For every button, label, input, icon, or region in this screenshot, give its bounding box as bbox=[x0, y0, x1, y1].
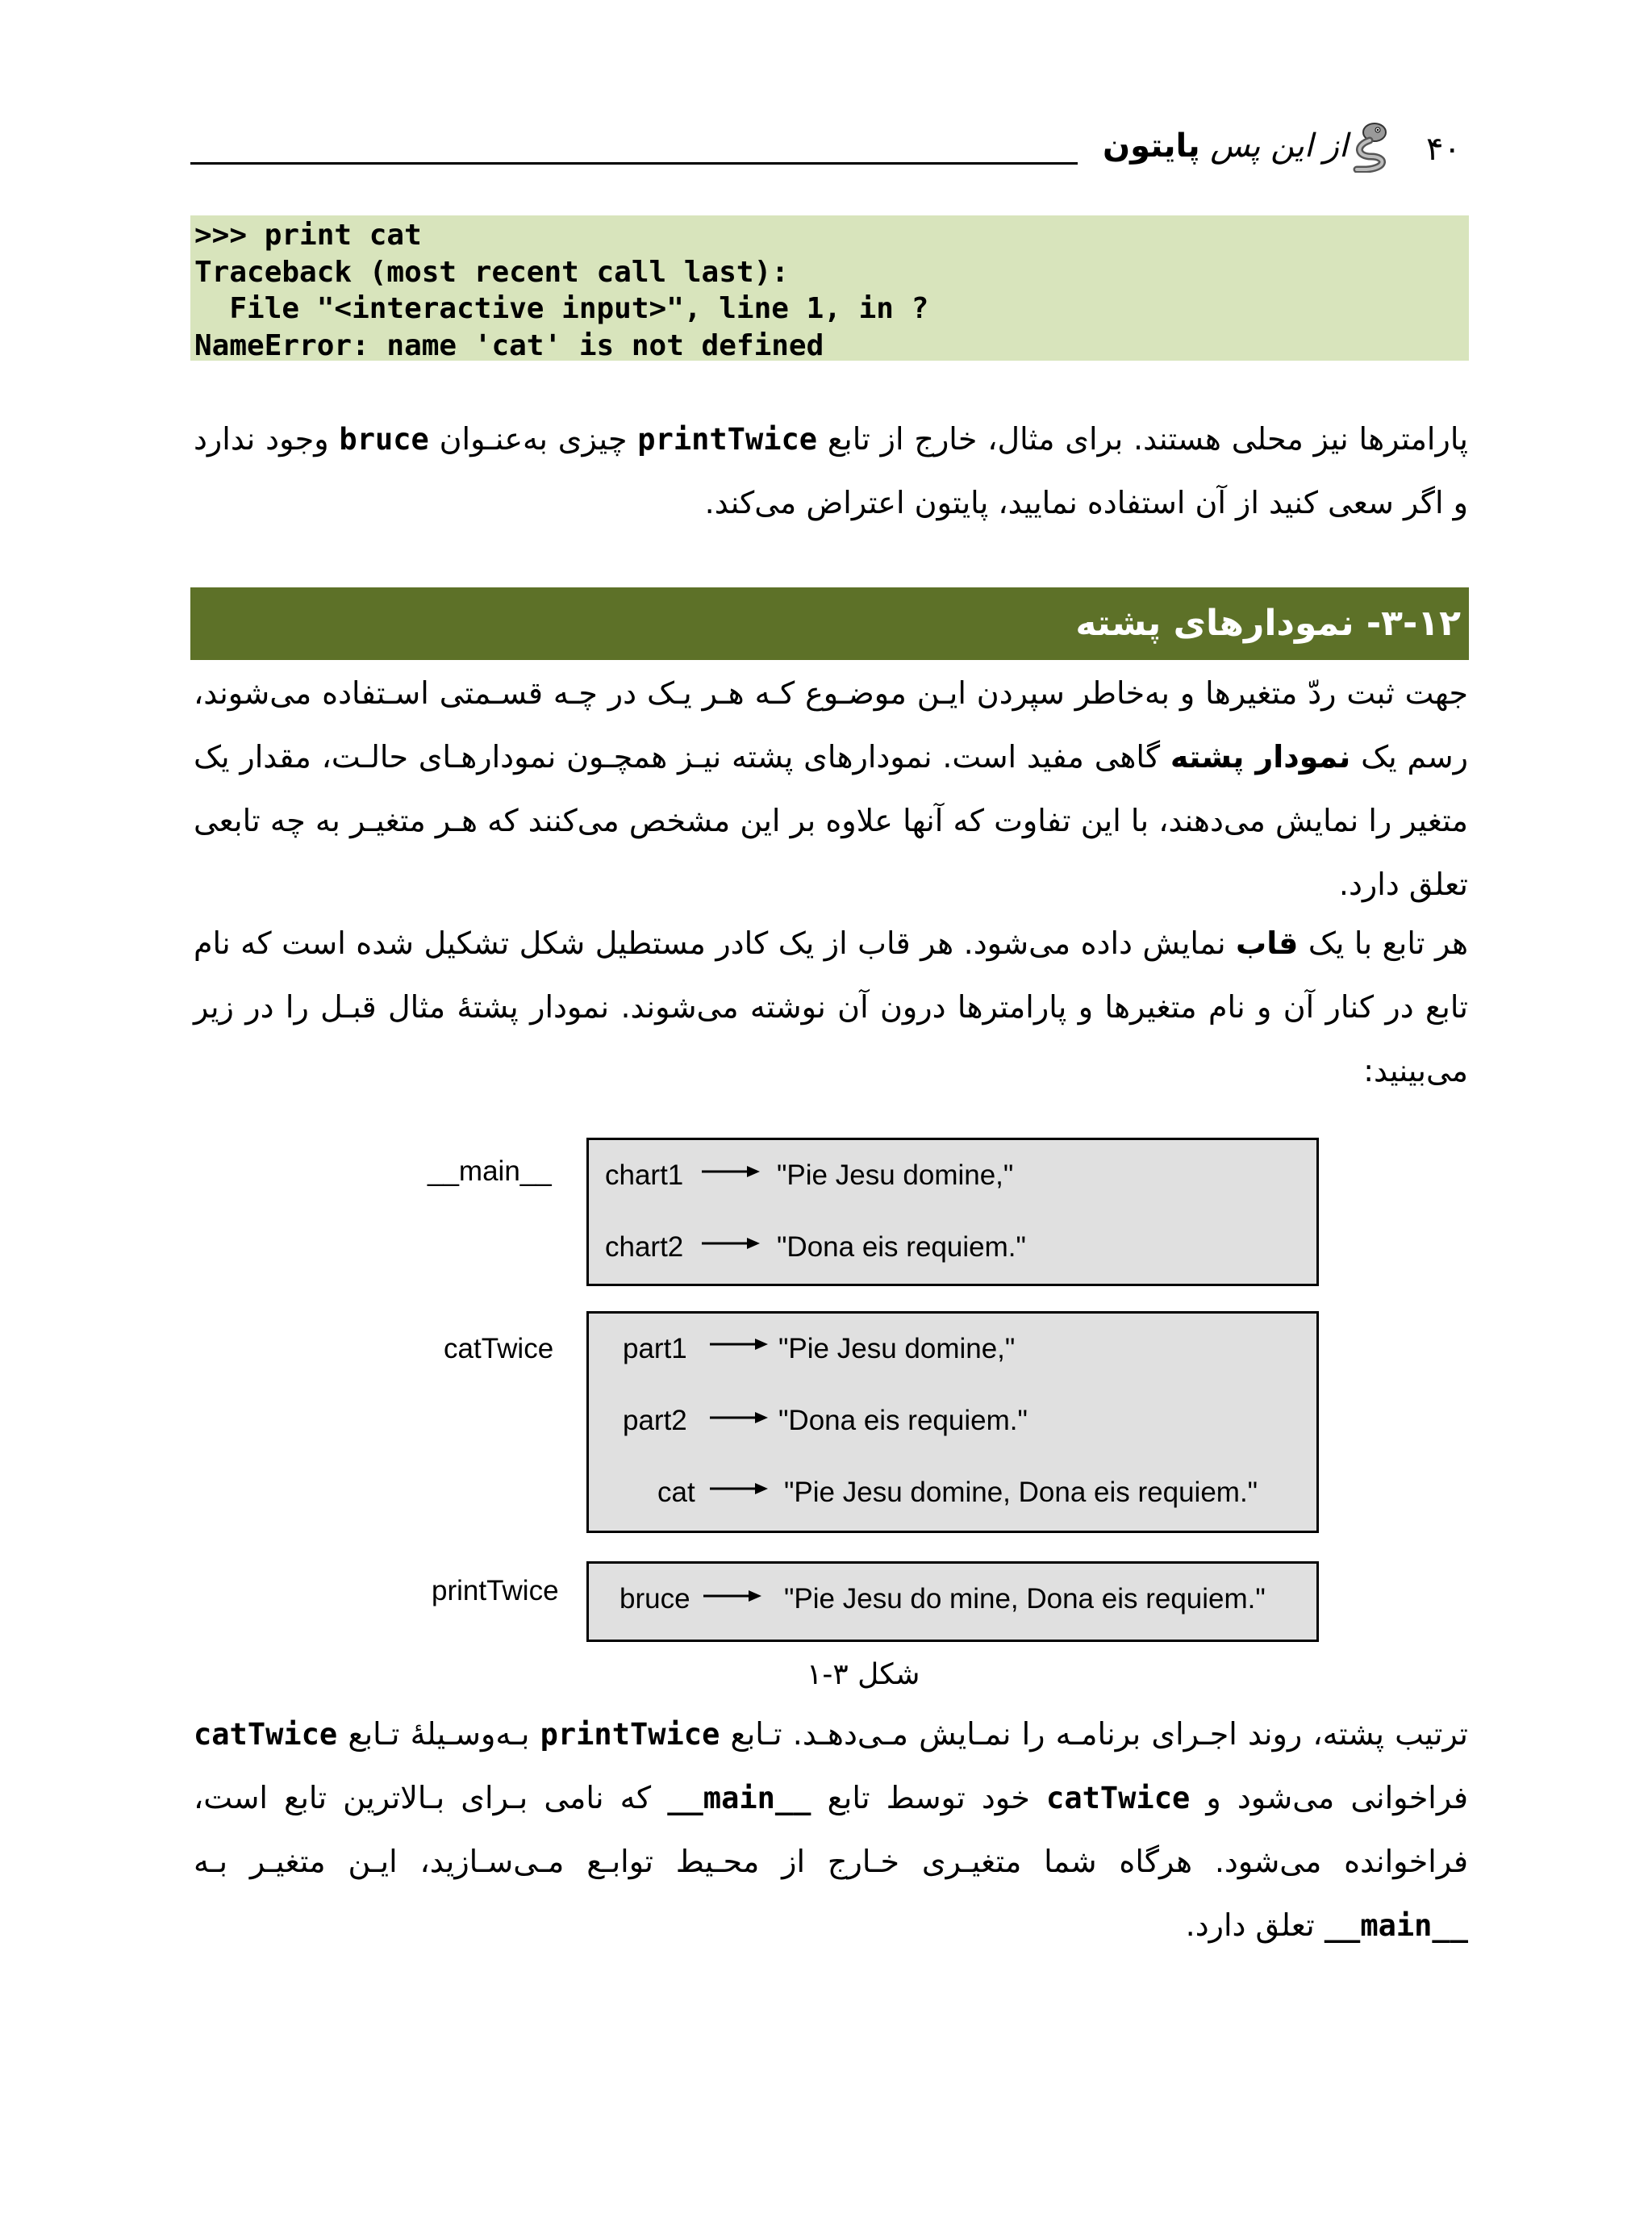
text-run: چیزی به‌عنـوان bbox=[428, 421, 638, 457]
text-run: گاهی مفید است. نمودارهای پشته نیـز همچـون نمودارهـای حالـت، مقدار یک متغیر را نمایش می‌دهند، با این تفاوت که آنها علاوه بر این مشخص می‌کنند که هـر متغیـر به چه تابعی تعلق دارد. bbox=[194, 739, 1468, 902]
text-run: وجود ندارد و اگر سعی کنید از آن استفاده نمایید، پایتون اعتراض می‌کند. bbox=[194, 421, 1468, 520]
page-number: ۴۰ bbox=[1426, 131, 1461, 168]
variable-value: "Dona eis requiem." bbox=[777, 1231, 1026, 1263]
text-run: فراخوانی می‌شود و bbox=[1190, 1780, 1468, 1815]
variable-name: part2 bbox=[623, 1405, 687, 1436]
paragraph-stack-diagrams bbox=[194, 662, 1468, 917]
inline-code: printTwice bbox=[637, 422, 818, 457]
running-title-book: پایتون bbox=[1102, 127, 1200, 165]
variable-name: part1 bbox=[623, 1333, 687, 1364]
arrow-icon bbox=[702, 1163, 760, 1180]
frame-name: printTwice bbox=[432, 1575, 559, 1606]
code-block bbox=[190, 215, 1469, 361]
text-run: هر تابع با یک bbox=[1298, 925, 1468, 961]
code-line: >>> print cat bbox=[194, 219, 422, 252]
inline-code: bruce bbox=[339, 422, 429, 457]
arrow-icon bbox=[710, 1410, 768, 1426]
paragraph-local-params bbox=[194, 407, 1468, 535]
variable-value: "Pie Jesu do mine, Dona eis requiem." bbox=[784, 1583, 1266, 1615]
arrow-icon bbox=[702, 1235, 760, 1251]
snake-icon bbox=[1350, 121, 1392, 173]
variable-name: chart2 bbox=[605, 1231, 684, 1263]
variable-value: "Pie Jesu domine," bbox=[777, 1159, 1014, 1191]
frame-name: catTwice bbox=[444, 1333, 554, 1364]
variable-value: "Dona eis requiem." bbox=[778, 1405, 1028, 1436]
inline-code: __main__ bbox=[1324, 1908, 1468, 1943]
code-line: Traceback (most recent call last): bbox=[194, 255, 789, 289]
text-run: که نامی بـرای بـالاترین تابع است، فراخوانده می‌شود. هرگاه شما متغیـری خـارج از محـیط توابـع مـی‌سـازید، ایـن متغیـر بـه bbox=[194, 1780, 1468, 1879]
variable-name: cat bbox=[657, 1477, 695, 1508]
variable-value: "Pie Jesu domine, Dona eis requiem." bbox=[784, 1477, 1258, 1508]
arrow-icon bbox=[710, 1336, 768, 1352]
text-run: پارامترها نیز محلی هستند. برای مثال، خارج از تابع bbox=[817, 421, 1468, 457]
inline-code: catTwice bbox=[1046, 1781, 1191, 1815]
inline-code: __main__ bbox=[667, 1781, 811, 1815]
arrow-icon bbox=[703, 1588, 761, 1604]
code-line: NameError: name 'cat' is not defined bbox=[194, 328, 824, 362]
inline-code: catTwice bbox=[194, 1717, 338, 1752]
frame-name: __main__ bbox=[428, 1155, 552, 1187]
bold-term: قاب bbox=[1236, 925, 1299, 961]
running-title-prefix: از این پس bbox=[1210, 127, 1348, 165]
arrow-icon bbox=[710, 1481, 768, 1497]
text-run: خود توسط تابع bbox=[811, 1780, 1047, 1815]
variable-name: bruce bbox=[620, 1583, 690, 1615]
variable-name: chart1 bbox=[605, 1159, 684, 1191]
code-line: File "<interactive input>", line 1, in ? bbox=[194, 292, 929, 325]
page-header bbox=[190, 121, 1469, 173]
running-title bbox=[1103, 127, 1348, 165]
text-run: تعلق دارد. bbox=[1185, 1907, 1325, 1943]
text-run: ترتیب پشته، روند اجـرای برنامـه را نمـایش مـی‌دهـد. تـابع bbox=[720, 1716, 1468, 1752]
variable-value: "Pie Jesu domine," bbox=[778, 1333, 1016, 1364]
text-run: جهت ثبت ردّ متغیرها و به‌خاطر سپردن ایـن موضـوع کـه هـر یـک در چـه قسـمتی اسـتفاده می‌شوند، رسم یک bbox=[194, 675, 1469, 775]
figure-caption: شکل ۳-۱ bbox=[807, 1658, 920, 1691]
paragraph-stack-order bbox=[194, 1702, 1468, 1957]
section-heading: ۳-۱۲- نمودارهای پشته bbox=[190, 587, 1469, 660]
inline-code: printTwice bbox=[540, 1717, 720, 1752]
paragraph-frames bbox=[194, 912, 1468, 1103]
bold-term: نمودار پشته bbox=[1170, 739, 1351, 775]
header-rule bbox=[190, 162, 1078, 165]
text-run: نمایش داده می‌شود. هر قاب از یک کادر مستطیل شکل تشکیل شده است که نام تابع در کنار آن و نام متغیرها و پارامترها درون آن نوشته می‌شوند. نمودار پشتهٔ مثال قبـل را در زیر می‌بینید: bbox=[194, 925, 1468, 1088]
stack-diagram bbox=[403, 1130, 1331, 1646]
text-run: بـه‌وسـیلهٔ تـابع bbox=[337, 1716, 540, 1752]
